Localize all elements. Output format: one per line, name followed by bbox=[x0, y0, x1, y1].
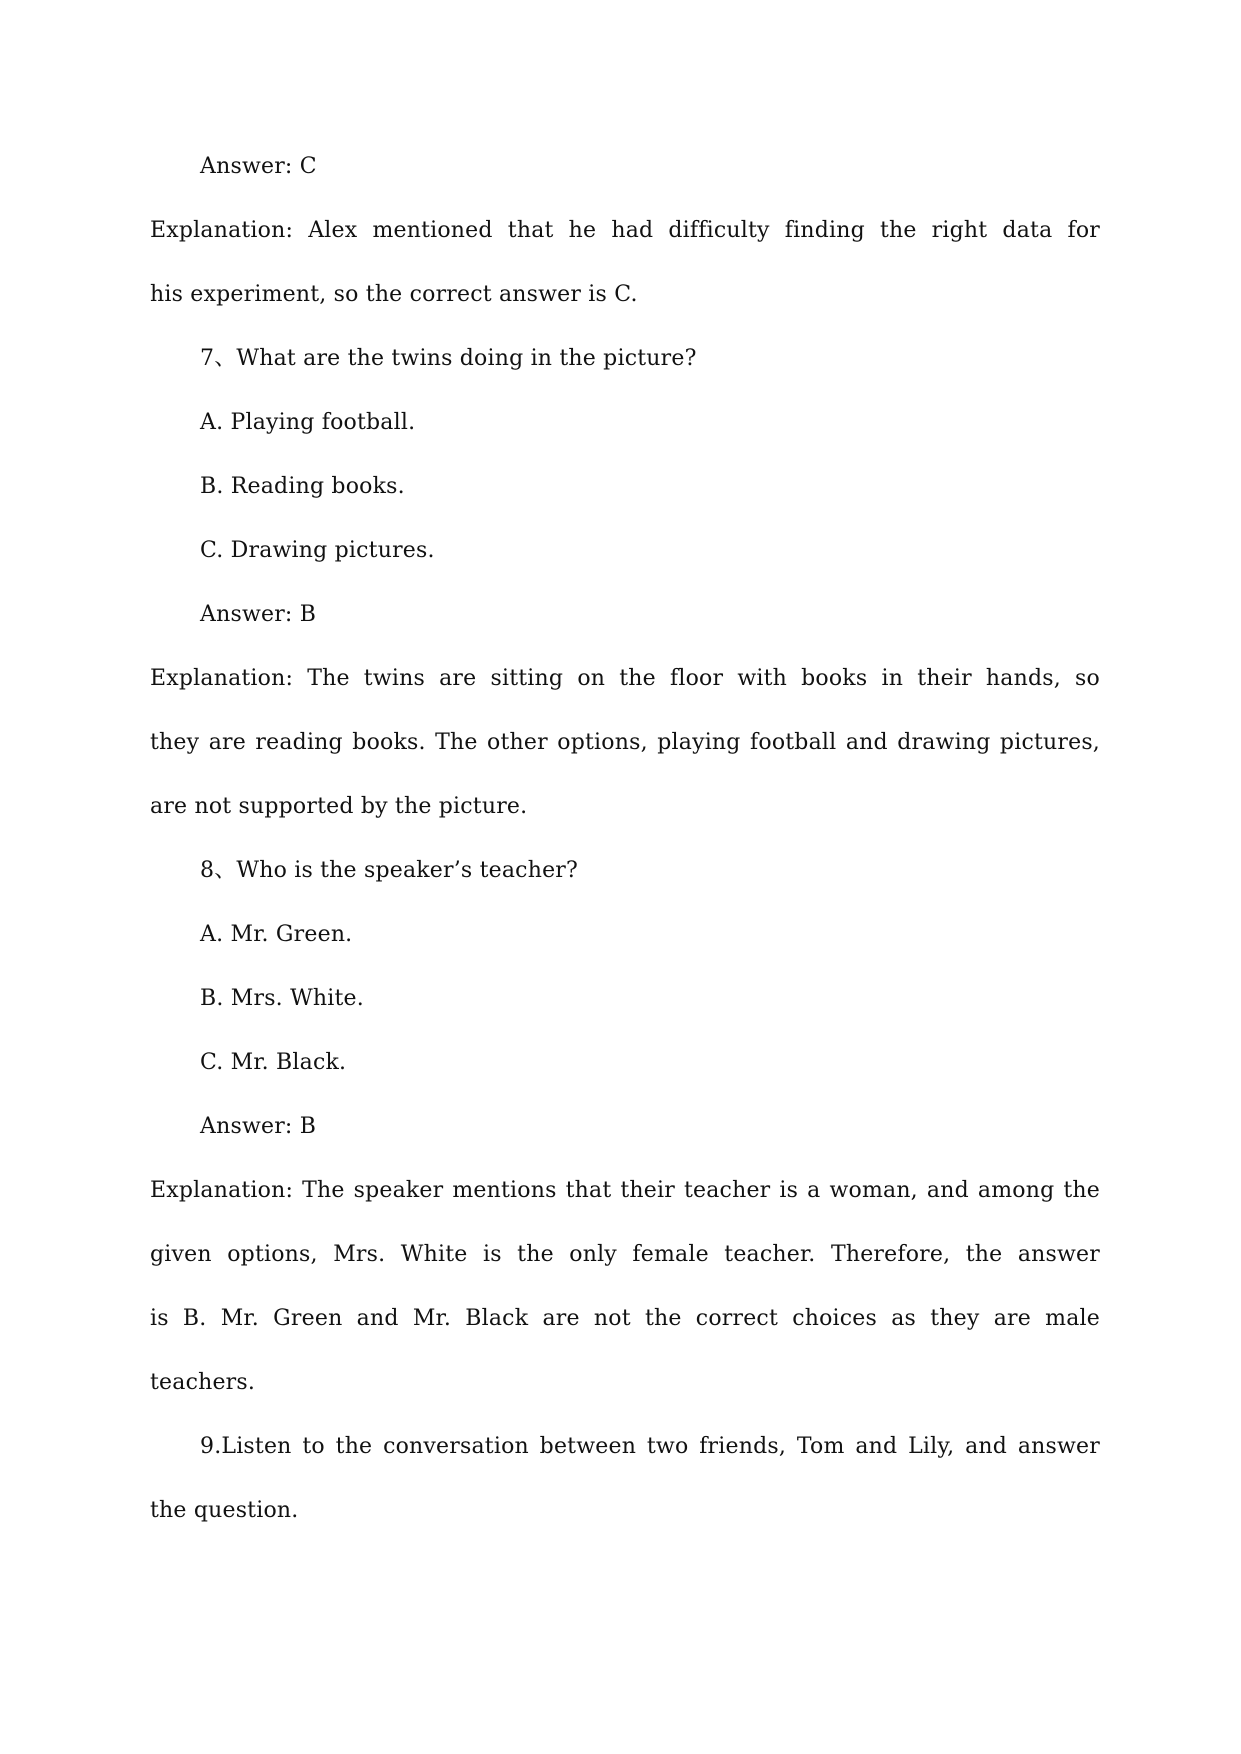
explanation-line: are not supported by the picture. bbox=[150, 794, 528, 819]
option-c: C. Drawing pictures. bbox=[200, 538, 435, 563]
answer-line: Answer: B bbox=[200, 602, 317, 627]
question-9: 9.Listen to the conversation between two friends, Tom and Lily, and answer bbox=[200, 1434, 1100, 1459]
option-a: A. Mr. Green. bbox=[200, 922, 353, 947]
explanation-line: teachers. bbox=[150, 1370, 256, 1395]
question-9-continuation: the question. bbox=[150, 1498, 299, 1523]
option-a: A. Playing football. bbox=[200, 410, 416, 435]
answer-line: Answer: B bbox=[200, 1114, 317, 1139]
option-c: C. Mr. Black. bbox=[200, 1050, 347, 1075]
explanation-line: Explanation: The speaker mentions that their teacher is a woman, and among the bbox=[150, 1178, 1100, 1203]
explanation-line: given options, Mrs. White is the only female teacher. Therefore, the answer bbox=[150, 1242, 1100, 1267]
question-7: 7、What are the twins doing in the picture? bbox=[200, 346, 697, 371]
answer-line: Answer: C bbox=[200, 154, 317, 179]
explanation-line: his experiment, so the correct answer is C. bbox=[150, 282, 638, 307]
explanation-line: is B. Mr. Green and Mr. Black are not the correct choices as they are male bbox=[150, 1306, 1100, 1331]
option-b: B. Reading books. bbox=[200, 474, 405, 499]
explanation-line: they are reading books. The other options, playing football and drawing pictures, bbox=[150, 730, 1100, 755]
explanation-line: Explanation: The twins are sitting on the floor with books in their hands, so bbox=[150, 666, 1100, 691]
option-b: B. Mrs. White. bbox=[200, 986, 364, 1011]
question-8: 8、Who is the speaker’s teacher? bbox=[200, 858, 579, 883]
explanation-line: Explanation: Alex mentioned that he had difficulty finding the right data for bbox=[150, 218, 1100, 243]
